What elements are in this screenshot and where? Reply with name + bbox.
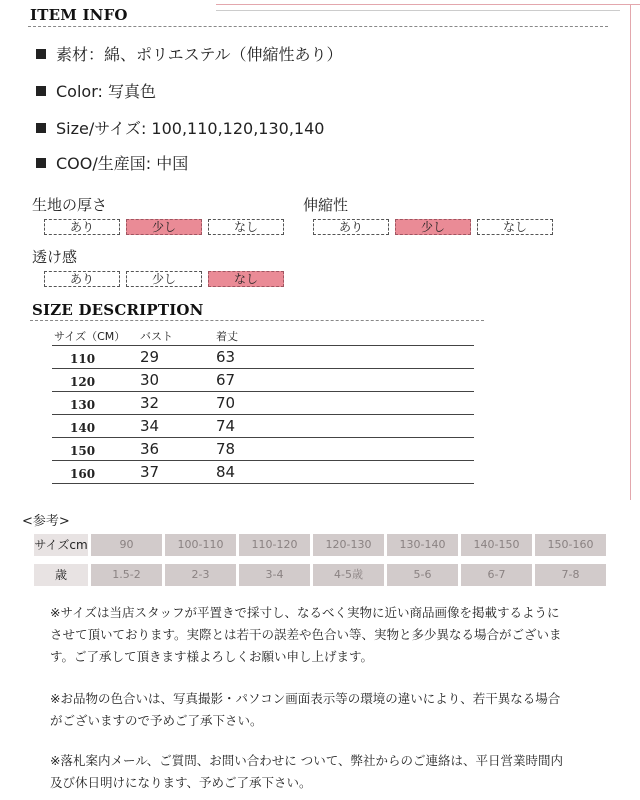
reference-age-cell: 4-5歳 (313, 564, 384, 586)
thickness-options (44, 219, 284, 235)
bust-cell: 32 (140, 394, 160, 412)
size-table-header (52, 326, 474, 346)
length-cell: 63 (216, 348, 236, 366)
transparency-options (44, 271, 284, 287)
reference-age-cell: 7-8 (535, 564, 606, 586)
square-bullet-icon (36, 123, 46, 133)
item-info-title: ITEM INFO (30, 6, 128, 24)
reference-size-cell: 100-110 (165, 534, 236, 556)
frame-line-top (216, 4, 640, 5)
size-cell: 150 (70, 444, 96, 458)
stretch-options (313, 219, 553, 235)
stretch-option: あり (313, 219, 389, 235)
reference-age-cell: 2-3 (165, 564, 236, 586)
reference-age-cell: 5-6 (387, 564, 458, 586)
stretch-option: 少し (395, 219, 471, 235)
bust-cell: 36 (140, 440, 160, 458)
bust-col-header: バスト (140, 329, 173, 343)
reference-table (34, 534, 606, 594)
transparency-option: なし (208, 271, 284, 287)
table-row (52, 415, 474, 438)
size-cell: 160 (70, 467, 96, 481)
reference-size-cell: 130-140 (387, 534, 458, 556)
square-bullet-icon (36, 49, 46, 59)
bust-cell: 29 (140, 348, 160, 366)
reference-age-cell: 3-4 (239, 564, 310, 586)
reference-age-label: 歳 (34, 564, 88, 586)
reference-size-label: サイズcm (34, 534, 88, 556)
transparency-label: 透け感 (32, 248, 78, 266)
table-row (52, 392, 474, 415)
bust-cell: 30 (140, 371, 160, 389)
info-item-coo (36, 151, 188, 174)
bust-cell: 37 (140, 463, 160, 481)
info-item-size (36, 116, 324, 139)
stretch-label: 伸縮性 (303, 196, 349, 214)
info-item-text: Size/サイズ: 100,110,120,130,140 (56, 119, 325, 138)
bust-cell: 34 (140, 417, 160, 435)
reference-size-cell: 90 (91, 534, 162, 556)
size-table (52, 326, 474, 484)
reference-size-cell: 150-160 (535, 534, 606, 556)
note-contact: ※落札案内メール、ご質問、お問い合わせに ついて、弊社からのご連絡は、平日営業時間内及び休日明けになります、予めご了承下さい。 (50, 753, 563, 790)
info-item-text: Color: 写真色 (56, 82, 156, 101)
length-cell: 84 (216, 463, 236, 481)
length-cell: 78 (216, 440, 236, 458)
square-bullet-icon (36, 86, 46, 96)
size-description-title: SIZE DESCRIPTION (32, 301, 204, 319)
length-cell: 67 (216, 371, 236, 389)
reference-size-cell: 140-150 (461, 534, 532, 556)
reference-age-cell: 6-7 (461, 564, 532, 586)
length-cell: 70 (216, 394, 236, 412)
size-cell: 110 (70, 352, 96, 366)
reference-size-cell: 110-120 (239, 534, 310, 556)
size-cell: 130 (70, 398, 96, 412)
reference-age-row (34, 564, 606, 586)
info-item-text: COO/生産国: 中国 (56, 154, 189, 173)
stretch-option: なし (477, 219, 553, 235)
note-size: ※サイズは当店スタッフが平置きで採寸し、なるべく実物に近い商品画像を掲載するようにさせて頂いております。実際とは若干の誤差や色合い等、実物と多少異なる場合がございます。ご了承して頂きます様よろしくお願い申し上げます。 (50, 605, 562, 664)
transparency-option: 少し (126, 271, 202, 287)
table-row (52, 346, 474, 369)
reference-title: <参考> (22, 514, 70, 529)
thickness-option: なし (208, 219, 284, 235)
frame-line-inner (216, 10, 620, 11)
length-cell: 74 (216, 417, 236, 435)
length-col-header: 着丈 (216, 329, 238, 343)
size-description-rule (30, 320, 484, 321)
reference-size-row (34, 534, 606, 556)
table-row (52, 438, 474, 461)
info-item-material (36, 42, 343, 65)
note-color: ※お品物の色合いは、写真撮影・パソコン画面表示等の環境の違いにより、若干異なる場合がございますので予めご了承下さい。 (50, 691, 561, 728)
thickness-option: 少し (126, 219, 202, 235)
frame-line-right (630, 4, 631, 500)
table-row (52, 369, 474, 392)
thickness-option: あり (44, 219, 120, 235)
info-item-text: 素材：綿、ポリエステル（伸縮性あり） (56, 45, 343, 64)
reference-age-cell: 1.5-2 (91, 564, 162, 586)
size-col-header: サイズ（CM） (54, 329, 126, 343)
thickness-label: 生地の厚さ (32, 196, 108, 214)
reference-size-cell: 120-130 (313, 534, 384, 556)
info-item-color (36, 79, 156, 102)
size-cell: 140 (70, 421, 96, 435)
table-row (52, 461, 474, 484)
size-cell: 120 (70, 375, 96, 389)
transparency-option: あり (44, 271, 120, 287)
square-bullet-icon (36, 158, 46, 168)
item-info-rule (28, 26, 608, 27)
